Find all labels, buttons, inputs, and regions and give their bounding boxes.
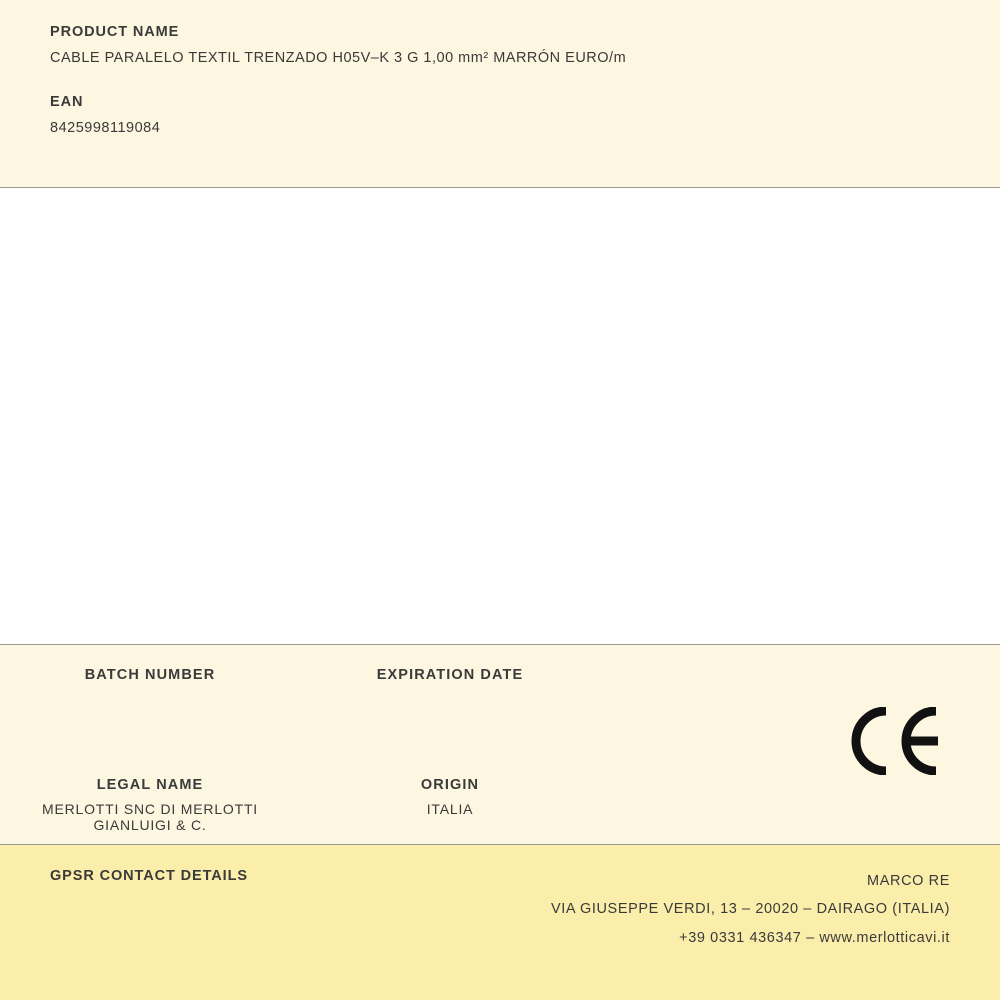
gpsr-contact-address: VIA GIUSEPPE VERDI, 13 – 20020 – DAIRAGO (ITALIA) (550, 901, 950, 918)
batch-number-cell (0, 667, 300, 709)
product-name-field (50, 24, 950, 66)
batch-number-value (10, 691, 290, 709)
product-name-label: PRODUCT NAME (50, 24, 180, 40)
product-name-value: CABLE PARALELO TEXTIL TRENZADO H05V–K 3 G 1,00 mm² MARRÓN EURO/m (50, 50, 627, 66)
expiration-date-label: EXPIRATION DATE (376, 667, 524, 683)
legal-name-cell (0, 777, 300, 833)
gpsr-contact-block (0, 845, 1000, 1000)
batch-number-label: BATCH NUMBER (84, 667, 216, 683)
legal-name-value: MERLOTTI SNC DI MERLOTTI GIANLUIGI & C. (42, 801, 258, 833)
expiration-date-cell (300, 667, 600, 709)
info-row-batch-expiration (0, 667, 1000, 709)
ean-label: EAN (50, 94, 84, 110)
info-spacer-cell-2 (600, 777, 1000, 833)
info-row-legal-origin (0, 777, 1000, 833)
origin-cell (300, 777, 600, 833)
ean-value: 8425998119084 (50, 120, 161, 136)
origin-value: ITALIA (426, 801, 474, 817)
expiration-date-value (310, 691, 590, 709)
origin-label: ORIGIN (420, 777, 480, 793)
gpsr-contact-details (551, 867, 950, 952)
gpsr-contact-label: GPSR CONTACT DETAILS (50, 868, 248, 884)
product-header-block (0, 0, 1000, 188)
product-info-block (0, 645, 1000, 845)
info-spacer-cell (600, 667, 1000, 709)
gpsr-contact-name: MARCO RE (867, 873, 950, 889)
gpsr-contact-phone-web: +39 0331 436347 – www.merlotticavi.it (679, 929, 950, 946)
ean-field (50, 94, 950, 136)
product-image-area (0, 188, 1000, 645)
legal-name-label: LEGAL NAME (96, 777, 204, 793)
ce-marking-icon (848, 707, 940, 775)
